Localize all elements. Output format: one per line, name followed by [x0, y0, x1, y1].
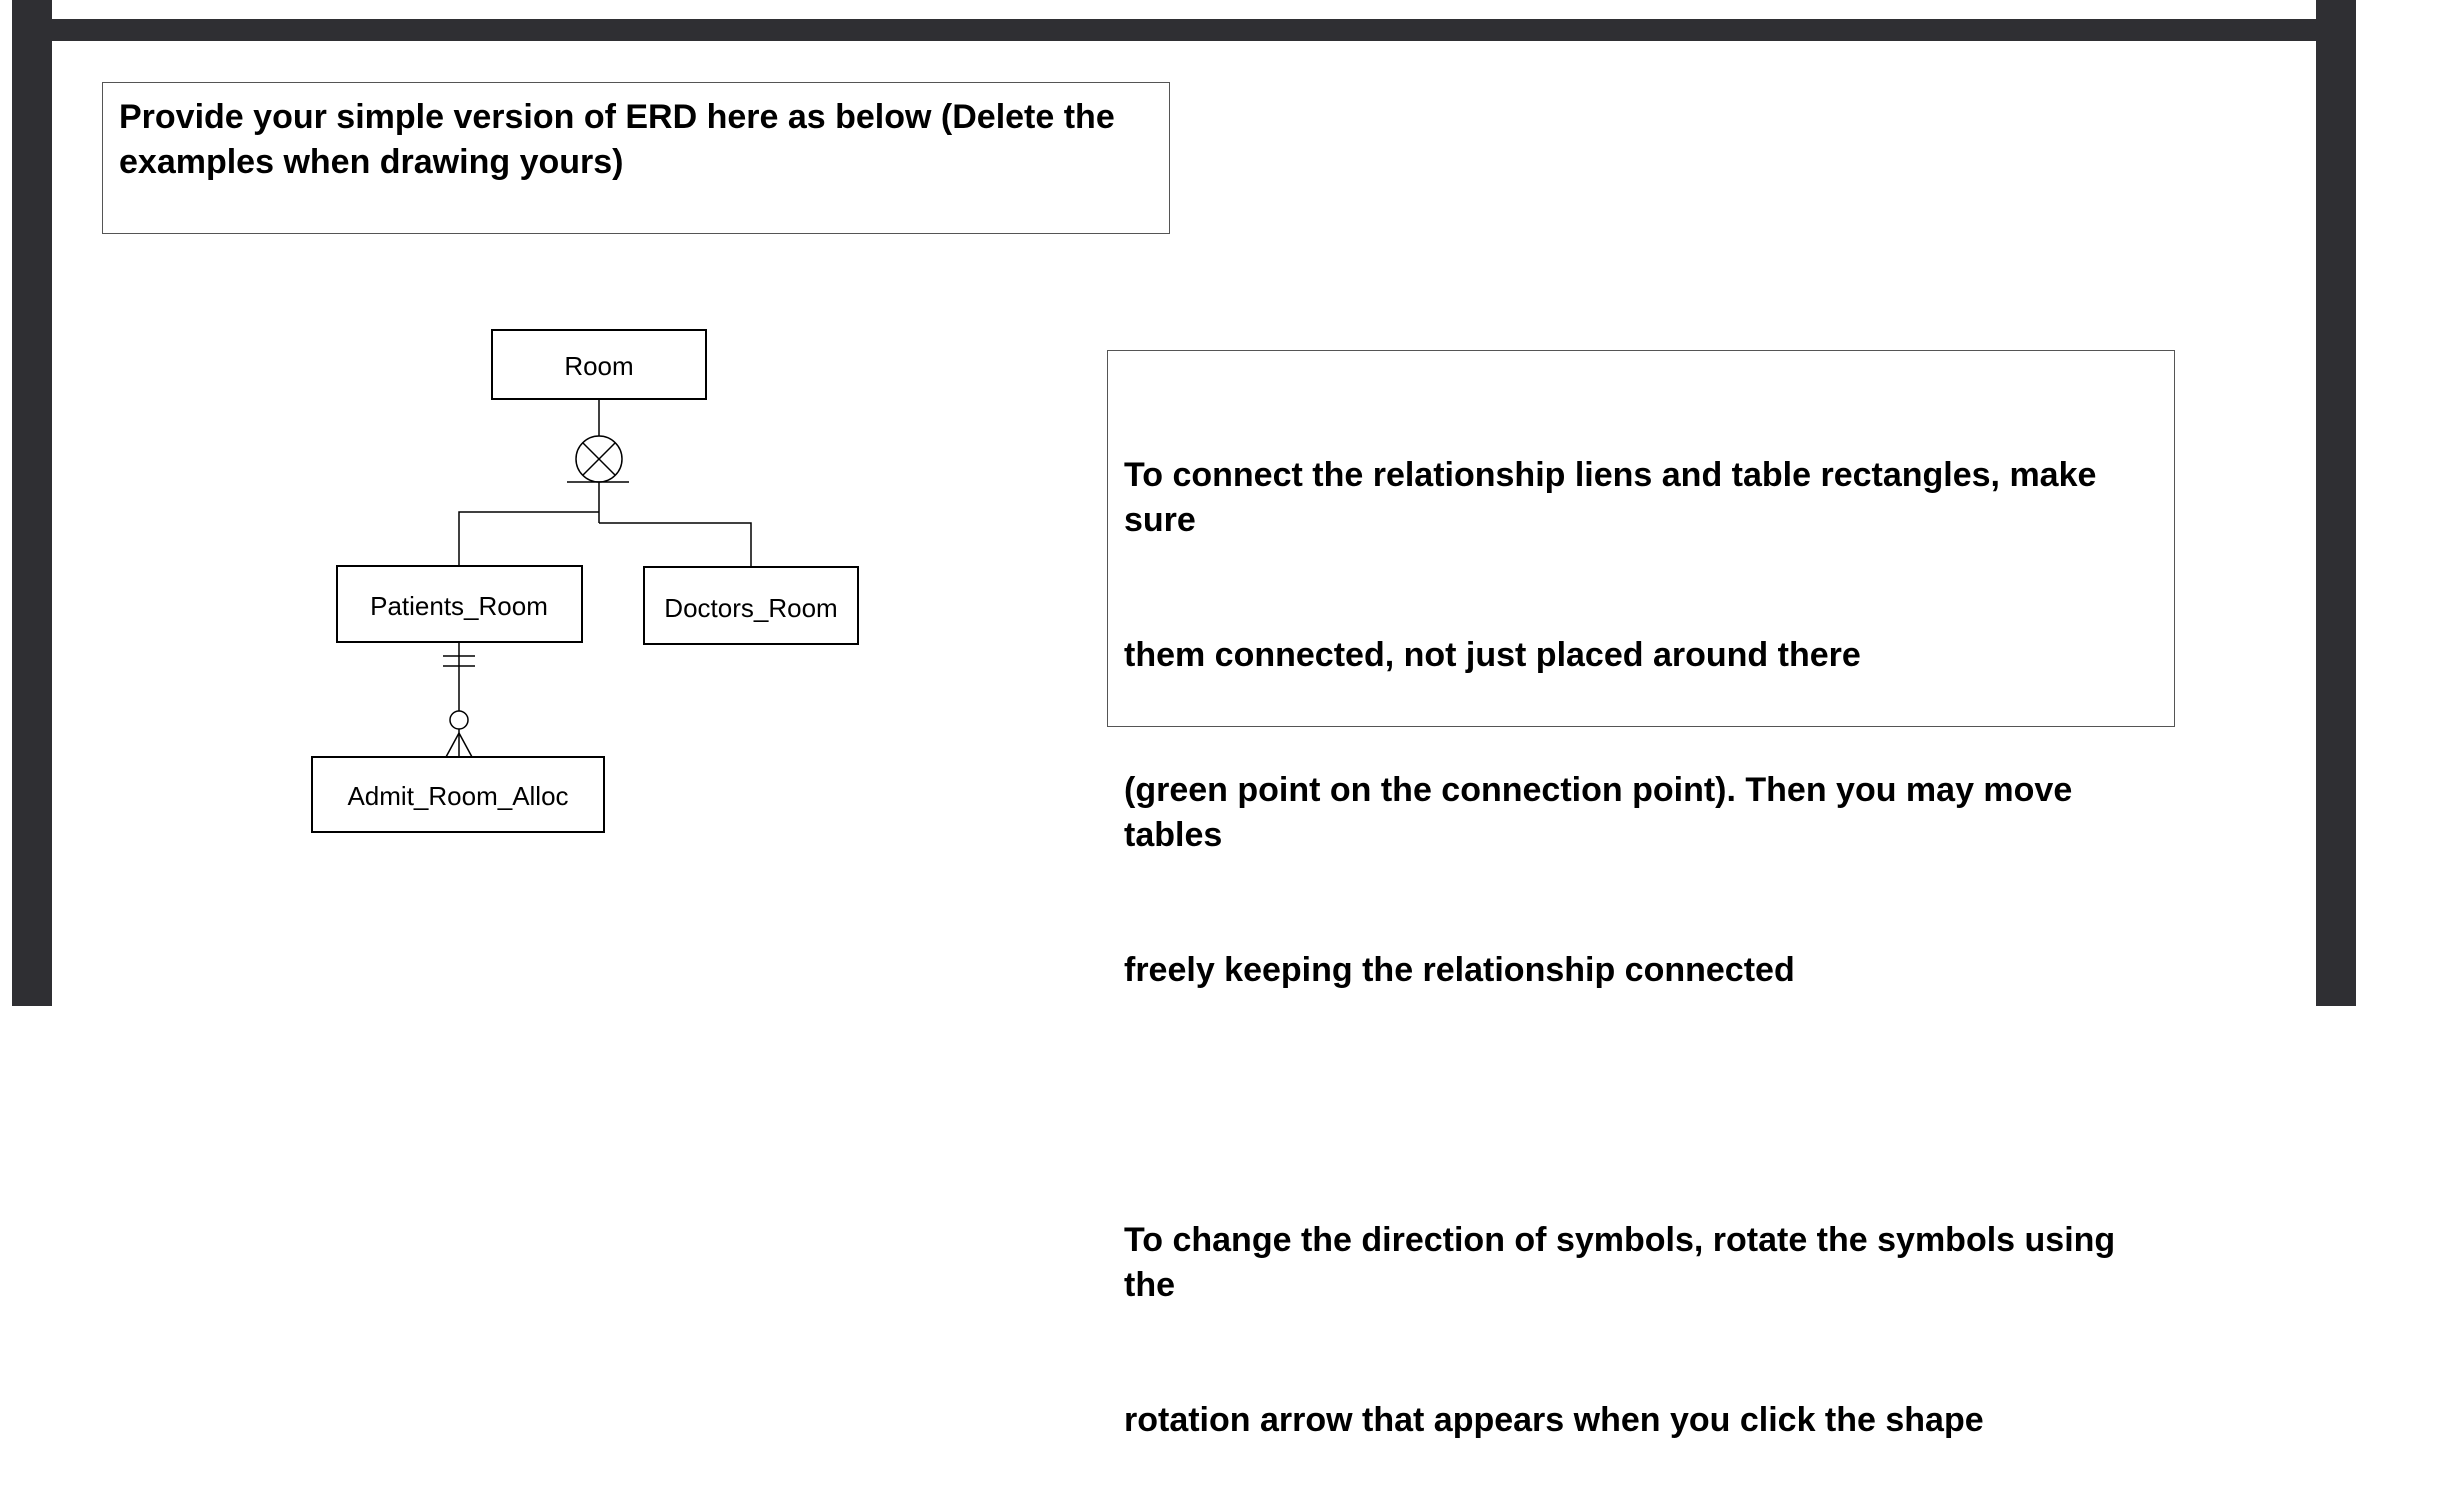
- tips-line: rotation arrow that appears when you click the shape: [1124, 1401, 1984, 1439]
- entity-label: Doctors_Room: [664, 593, 838, 623]
- xor-to-doctors-line[interactable]: [599, 523, 751, 567]
- paragraph-gap: [1124, 1083, 2158, 1128]
- entity-doctors-room[interactable]: [644, 567, 858, 644]
- tips-line: freely keeping the relationship connected: [1124, 951, 1795, 989]
- crow-foot-stroke: [446, 733, 459, 757]
- entity-label: Room: [564, 351, 634, 381]
- crow-foot-stroke: [459, 733, 472, 757]
- tips-line: To connect the relationship liens and table rectangles, make sure: [1124, 456, 2106, 539]
- xor-subtype-symbol[interactable]: [567, 436, 629, 482]
- entity-room[interactable]: [492, 330, 706, 399]
- entity-label: Admit_Room_Alloc: [347, 781, 569, 811]
- zero-circle: [450, 711, 468, 729]
- tips-line: them connected, not just placed around there: [1124, 636, 1861, 674]
- tips-line: To change the direction of symbols, rotate the symbols using the: [1124, 1221, 2125, 1304]
- instruction-text: Provide your simple version of ERD here as below (Delete the examples when drawing yours): [119, 98, 1115, 181]
- entity-admit-room-alloc[interactable]: [312, 757, 604, 832]
- entity-patients-room[interactable]: [337, 566, 582, 642]
- tips-line: (green point on the connection point). Then you may move tables: [1124, 771, 2082, 854]
- xor-to-patients-line[interactable]: [459, 512, 599, 566]
- entity-label: Patients_Room: [370, 591, 548, 621]
